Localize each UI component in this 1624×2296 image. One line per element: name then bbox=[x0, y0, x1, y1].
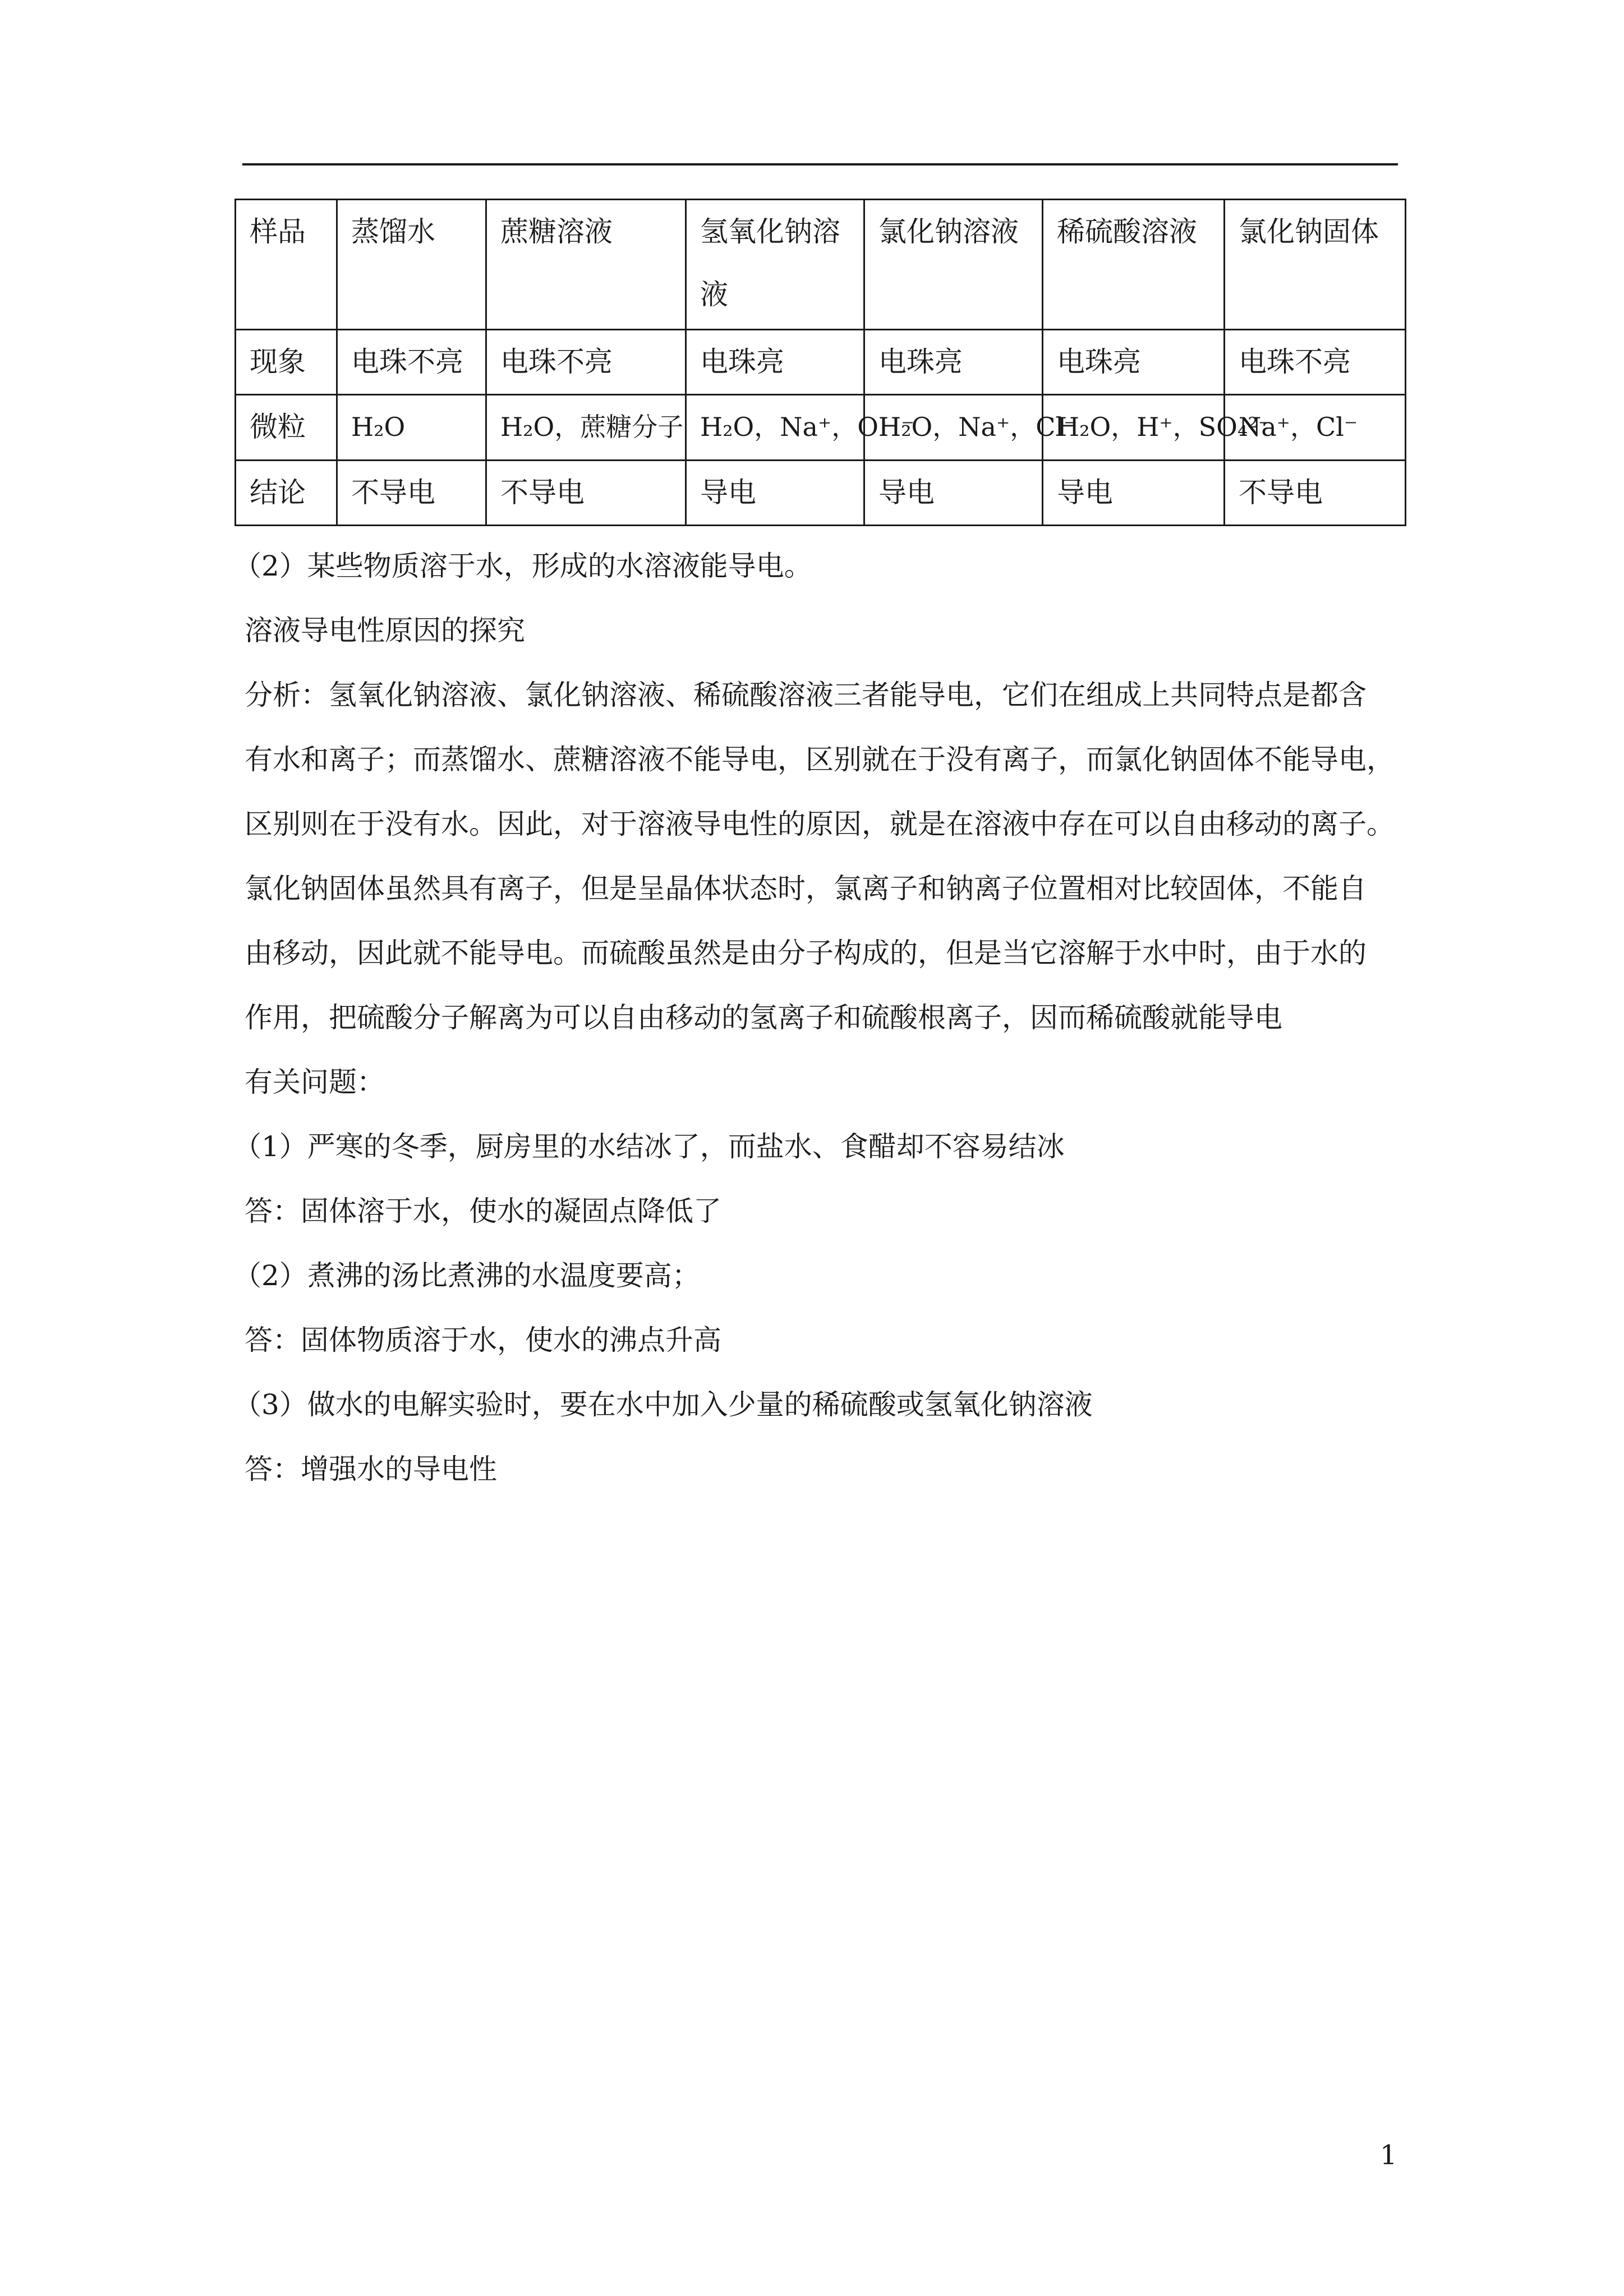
cell-phenomenon-3: 电珠亮 bbox=[686, 330, 864, 395]
cell-particles-2: H₂O，蔗糖分子 bbox=[486, 395, 686, 461]
page-number: 1 bbox=[1380, 2139, 1397, 2171]
cell-conclusion-6: 不导电 bbox=[1225, 461, 1406, 526]
cell-sample-nacl-solid: 氯化钠固体 bbox=[1225, 200, 1406, 330]
body-text bbox=[233, 534, 1400, 1502]
cell-particles-6: Na⁺，Cl⁻ bbox=[1225, 395, 1406, 461]
question-1: （1）严寒的冬季，厨房里的水结冰了，而盐水、食醋却不容易结冰 bbox=[233, 1130, 1065, 1163]
table-row-particles bbox=[236, 395, 1406, 461]
cell-particles-4: H₂O，Na⁺，Cl⁻ bbox=[864, 395, 1043, 461]
conductivity-table bbox=[234, 199, 1406, 526]
cell-sample-nacl-solution: 氯化钠溶液 bbox=[864, 200, 1043, 330]
cell-particles-5: H₂O，H⁺，SO₄²⁻ bbox=[1043, 395, 1225, 461]
row-header-particles: 微粒 bbox=[236, 395, 337, 461]
paragraph-line: （2）某些物质溶于水，形成的水溶液能导电。 bbox=[233, 550, 812, 582]
cell-sample-sucrose-solution: 蔗糖溶液 bbox=[486, 200, 686, 330]
answer-2: 答：固体物质溶于水，使水的沸点升高 bbox=[245, 1324, 721, 1356]
question-3: （3）做水的电解实验时，要在水中加入少量的稀硫酸或氢氧化钠溶液 bbox=[233, 1388, 1093, 1421]
row-header-sample: 样品 bbox=[236, 200, 337, 330]
cell-sample-dilute-h2so4: 稀硫酸溶液 bbox=[1043, 200, 1225, 330]
paragraph-line: 氯化钠固体虽然具有离子，但是呈晶体状态时，氯离子和钠离子位置相对比较固体，不能自 bbox=[245, 872, 1367, 905]
cell-phenomenon-5: 电珠亮 bbox=[1043, 330, 1225, 395]
cell-particles-1: H₂O bbox=[337, 395, 486, 461]
answer-1: 答：固体溶于水，使水的凝固点降低了 bbox=[245, 1195, 721, 1227]
paragraph-line: 作用，把硫酸分子解离为可以自由移动的氢离子和硫酸根离子，因而稀硫酸就能导电 bbox=[245, 1001, 1282, 1034]
questions-heading: 有关问题： bbox=[245, 1066, 385, 1098]
cell-conclusion-5: 导电 bbox=[1043, 461, 1225, 526]
table-row-sample bbox=[236, 200, 1406, 330]
cell-sample-distilled-water: 蒸馏水 bbox=[337, 200, 486, 330]
paragraph-line: 有水和离子；而蒸馏水、蔗糖溶液不能导电，区别就在于没有离子，而氯化钠固体不能导电， bbox=[245, 743, 1395, 776]
cell-sample-naoh-solution: 氢氧化钠溶液 bbox=[686, 200, 864, 330]
section-heading: 溶液导电性原因的探究 bbox=[245, 614, 525, 647]
cell-conclusion-1: 不导电 bbox=[337, 461, 486, 526]
cell-particles-3: H₂O，Na⁺，OH⁻ bbox=[686, 395, 864, 461]
cell-conclusion-4: 导电 bbox=[864, 461, 1043, 526]
cell-phenomenon-2: 电珠不亮 bbox=[486, 330, 686, 395]
paragraph-line: 分析：氢氧化钠溶液、氯化钠溶液、稀硫酸溶液三者能导电，它们在组成上共同特点是都含 bbox=[245, 679, 1367, 711]
paragraph-line: 区别则在于没有水。因此，对于溶液导电性的原因，就是在溶液中存在可以自由移动的离子。 bbox=[245, 808, 1395, 840]
cell-conclusion-3: 导电 bbox=[686, 461, 864, 526]
paragraph-line: 由移动，因此就不能导电。而硫酸虽然是由分子构成的，但是当它溶解于水中时，由于水的 bbox=[245, 937, 1367, 969]
question-2: （2）煮沸的汤比煮沸的水温度要高； bbox=[233, 1259, 700, 1292]
row-header-conclusion: 结论 bbox=[236, 461, 337, 526]
cell-phenomenon-4: 电珠亮 bbox=[864, 330, 1043, 395]
answer-3: 答：增强水的导电性 bbox=[245, 1453, 497, 1485]
header-rule bbox=[242, 163, 1398, 165]
cell-conclusion-2: 不导电 bbox=[486, 461, 686, 526]
table-row-conclusion bbox=[236, 461, 1406, 526]
row-header-phenomenon: 现象 bbox=[236, 330, 337, 395]
cell-phenomenon-1: 电珠不亮 bbox=[337, 330, 486, 395]
cell-phenomenon-6: 电珠不亮 bbox=[1225, 330, 1406, 395]
table-row-phenomenon bbox=[236, 330, 1406, 395]
